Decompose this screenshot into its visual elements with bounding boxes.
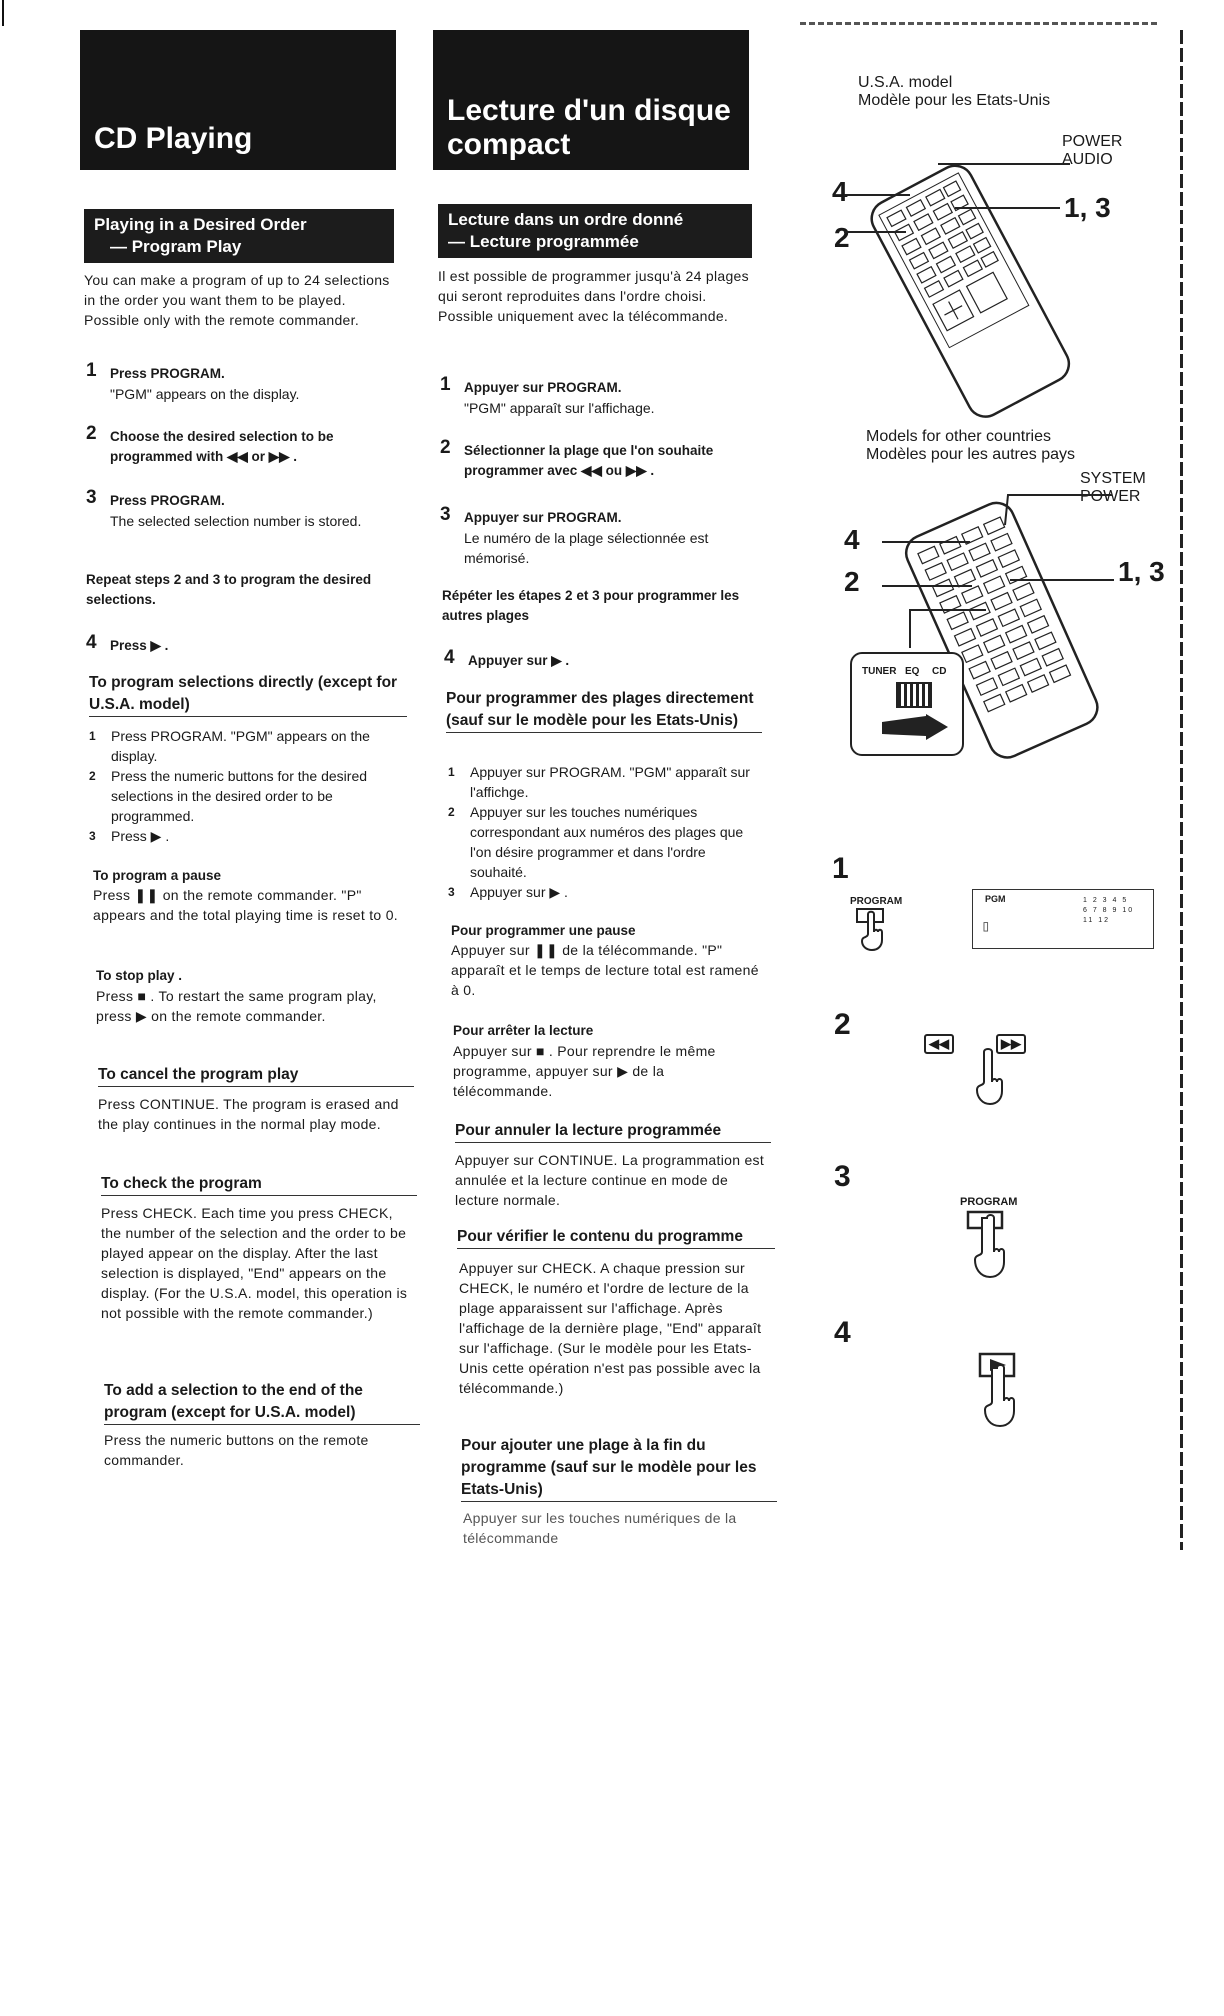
step-action: Appuyer sur PROGRAM. <box>464 510 622 525</box>
other-models-label <box>866 428 1075 464</box>
en-pause-heading: To program a pause <box>93 868 222 883</box>
callout-1-3: 1, 3 <box>1064 192 1111 223</box>
step-result: "PGM" appears on the display. <box>110 386 300 402</box>
fr-page-title <box>447 94 731 162</box>
fr-cancel-heading: Pour annuler la lecture programmée <box>455 1120 771 1143</box>
fr-direct-list <box>448 762 764 902</box>
track-number-grid: 1 2 3 4 5 6 7 8 9 10 11 12 <box>1083 897 1135 924</box>
en-step-4 <box>86 632 386 656</box>
en-section-bar <box>84 209 394 263</box>
cd-label: CD <box>932 666 947 677</box>
hand-press-icon <box>972 1050 1006 1108</box>
step-action: Press PROGRAM. <box>110 493 225 508</box>
step-action: Press PROGRAM. <box>110 366 225 381</box>
step-action: Choose the desired selection to be programmed with ◀◀ or ▶▶ . <box>110 429 334 464</box>
callout-4: 4 <box>832 176 848 207</box>
program-button-label: PROGRAM <box>850 896 903 907</box>
fr-section-subtitle: — Lecture programmée <box>448 232 639 251</box>
en-direct-list <box>89 726 407 846</box>
list-item: 1 Appuyer sur PROGRAM. "PGM" apparaît sur l'affichge. <box>448 764 750 800</box>
fr-stop-heading: Pour arrêter la lecture <box>453 1023 594 1038</box>
next-track-button: ▶▶ <box>996 1034 1026 1054</box>
step-action: Appuyer sur PROGRAM. <box>464 380 622 395</box>
step-number: 1 <box>440 374 451 395</box>
step-number: 4 <box>86 632 97 653</box>
en-page-title: CD Playing <box>94 122 253 155</box>
en-intro-text: You can make a program of up to 24 selections in the order you want them to be played. <box>84 272 390 308</box>
hand-press-icon <box>966 1210 1010 1282</box>
usa-model-fr: Modèle pour les Etats-Unis <box>858 92 1051 109</box>
fr-cancel-text: Appuyer sur CONTINUE. La programmation est annulée et la lecture continue en mode de lecture normale. <box>455 1152 765 1208</box>
en-cancel-heading: To cancel the program play <box>98 1064 414 1087</box>
en-step-3 <box>86 487 386 531</box>
fr-check-heading: Pour vérifier le contenu du programme <box>457 1226 775 1249</box>
en-stop-heading: To stop play . <box>96 968 183 983</box>
top-edge <box>800 22 1160 25</box>
fr-intro <box>438 266 758 326</box>
tuner-label: TUNER <box>862 666 897 677</box>
fr-check-text: Appuyer sur CHECK. A chaque pression sur CHECK, le numéro et l'ordre de lecture de la plage apparaissent sur l'affichage. Après l'affichage de la dernière plage, "End" apparaît sur l'affichage. (Sur le modèle pour les Etats-Unis cette opération n'est pas possible avec la télécommande.) <box>459 1260 762 1396</box>
power-label: POWER <box>1062 133 1123 150</box>
fr-section-title: Lecture dans un ordre donné <box>448 210 684 229</box>
en-add-heading: To add a selection to the end of the program (except for U.S.A. model) <box>104 1380 420 1425</box>
step-number: 4 <box>444 647 455 668</box>
other-models-fr: Modèles pour les autres pays <box>866 446 1075 463</box>
step-action: Appuyer sur ▶ . <box>468 653 570 668</box>
step-number: 2 <box>440 437 451 458</box>
step-number: 1 <box>86 360 97 381</box>
fr-repeat-note: Répéter les étapes 2 et 3 pour programmer les autres plages <box>442 588 740 623</box>
step-result: "PGM" apparaît sur l'affichage. <box>464 400 655 416</box>
function-selector-inset <box>850 652 964 756</box>
fr-title-line2: compact <box>447 128 571 161</box>
fr-stop-text: Appuyer sur ■ . Pour reprendre le même programme, appuyer sur ▶ de la télécommande. <box>453 1043 716 1099</box>
step-result: The selected selection number is stored. <box>110 513 362 529</box>
step-number: 3 <box>86 487 97 508</box>
en-cancel-text: Press CONTINUE. The program is erased and the play continues in the normal play mode. <box>98 1096 399 1132</box>
program-button-label: PROGRAM <box>960 1196 1018 1208</box>
fr-title-banner <box>433 30 749 170</box>
usa-model-en: U.S.A. model <box>858 74 953 91</box>
lcd-display <box>972 889 1154 949</box>
fr-direct-heading: Pour programmer des plages directement (sauf sur le modèle pour les Etats-Unis) <box>446 688 762 733</box>
fr-title-line1: Lecture d'un disque <box>447 94 731 127</box>
list-item: 1 Press PROGRAM. "PGM" appears on the display. <box>89 728 370 764</box>
step-action: Sélectionner la plage que l'on souhaite programmer avec ◀◀ ou ▶▶ . <box>464 443 714 478</box>
fr-add-text: Appuyer sur les touches numériques de la télécommande <box>463 1510 737 1546</box>
en-intro <box>84 270 404 330</box>
other-models-en: Models for other countries <box>866 428 1051 445</box>
callout-4: 4 <box>844 524 860 555</box>
page-edge <box>1180 30 1183 1550</box>
en-intro-note: Possible only with the remote commander. <box>84 312 360 328</box>
lcd-digit: ▯ <box>981 916 991 935</box>
step-1-number: 1 <box>832 852 849 885</box>
en-check-heading: To check the program <box>101 1173 417 1196</box>
power-label: POWER <box>1080 488 1141 505</box>
en-repeat-note: Repeat steps 2 and 3 to program the desired selections. <box>86 572 372 607</box>
en-stop-text: Press ■ . To restart the same program play, press ▶ on the remote commander. <box>96 988 377 1024</box>
left-margin-line <box>2 0 4 26</box>
en-pause-text: Press ❚❚ on the remote commander. "P" appears and the total playing time is reset to 0. <box>93 887 398 923</box>
fr-intro-note: Possible uniquement avec la télécommande. <box>438 308 729 324</box>
pgm-indicator: PGM <box>985 894 1006 904</box>
en-direct-heading: To program selections directly (except for U.S.A. model) <box>89 672 407 717</box>
function-switch <box>896 682 932 708</box>
en-section-subtitle: — Program Play <box>110 237 242 256</box>
en-section-title: Playing in a Desired Order <box>94 215 307 234</box>
step-3-number: 3 <box>834 1160 851 1193</box>
list-item: 2 Press the numeric buttons for the desired selections in the desired order to be programmed. <box>89 768 368 824</box>
step-2-number: 2 <box>834 1008 851 1041</box>
fr-step-1 <box>440 374 760 418</box>
usa-remote-illustration <box>860 150 1100 420</box>
audio-label: AUDIO <box>1062 151 1113 168</box>
en-check-text: Press CHECK. Each time you press CHECK, the number of the selection and the order to be played appear on the display. After the last selection is displayed, "End" appears on the display. (For the U.S.A. model, this operation is not possible with the remote commander.) <box>101 1205 408 1321</box>
step-number: 2 <box>86 423 97 444</box>
callout-2: 2 <box>844 566 860 597</box>
callout-2: 2 <box>834 222 850 253</box>
list-item: 3 Press ▶ . <box>89 828 170 844</box>
eq-label: EQ <box>905 666 920 677</box>
step-4-number: 4 <box>834 1316 851 1349</box>
step-number: 3 <box>440 504 451 525</box>
en-title-banner <box>80 30 396 170</box>
step-result: Le numéro de la plage sélectionnée est mémorisé. <box>464 530 709 566</box>
fr-step-3 <box>440 504 760 568</box>
arrow-right-icon <box>882 714 948 740</box>
en-step-2 <box>86 423 386 467</box>
callout-1-3: 1, 3 <box>1118 556 1165 587</box>
hand-press-icon <box>856 908 886 952</box>
system-label: SYSTEM <box>1080 470 1146 487</box>
fr-add-heading: Pour ajouter une plage à la fin du programme (sauf sur le modèle pour les Etats-Unis) <box>461 1435 777 1502</box>
fr-intro-text: Il est possible de programmer jusqu'à 24 plages qui seront reproduites dans l'ordre choisi. <box>438 268 749 304</box>
usa-model-label <box>858 74 1050 110</box>
list-item: 2 Appuyer sur les touches numériques correspondant aux numéros des plages que l'on désire programmer et dans l'ordre souhaité. <box>448 804 744 880</box>
fr-step-4 <box>444 647 744 671</box>
en-step-1 <box>86 360 406 404</box>
step-action: Press ▶ . <box>110 638 169 653</box>
prev-track-button: ◀◀ <box>924 1034 954 1054</box>
hand-press-play-icon <box>978 1352 1024 1428</box>
fr-pause-heading: Pour programmer une pause <box>451 923 636 938</box>
fr-step-2 <box>440 437 750 481</box>
en-add-text: Press the numeric buttons on the remote commander. <box>104 1432 369 1468</box>
fr-section-bar <box>438 204 752 258</box>
fr-pause-text: Appuyer sur ❚❚ de la télécommande. "P" apparaît et le temps de lecture total est ramené à 0. <box>451 942 759 998</box>
list-item: 3 Appuyer sur ▶ . <box>448 884 568 900</box>
